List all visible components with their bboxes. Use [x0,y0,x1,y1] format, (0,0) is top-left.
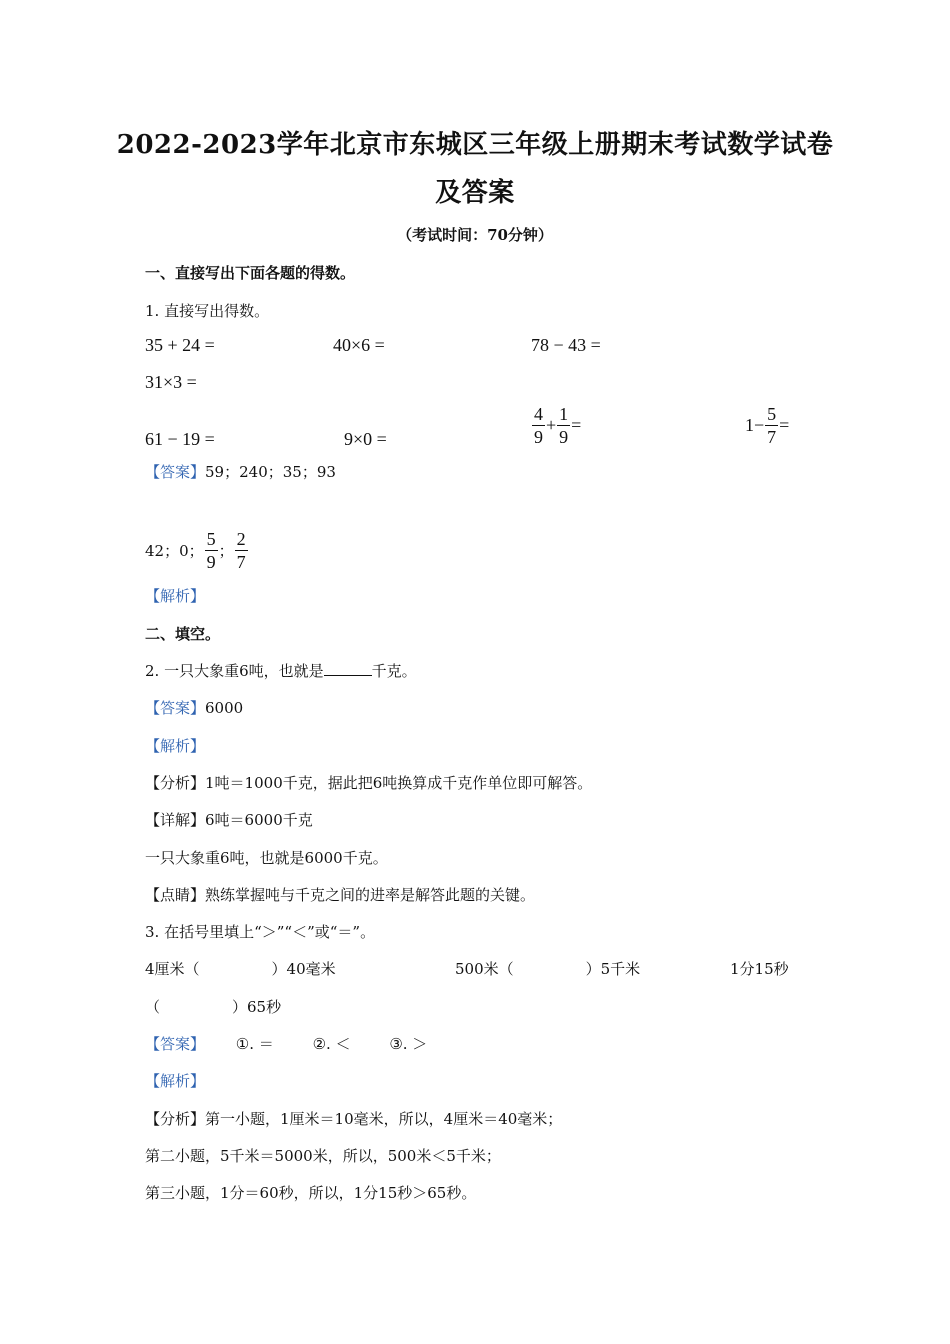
fraction: $\frac{5}{7}$ [767,404,777,447]
q3-compare-3-right: （ ）65秒 [145,998,282,1016]
q2-answer: 【答案】6000 [145,699,244,717]
fraction: $\frac{4}{9}$ [534,404,543,447]
doc-title-line2: 及答案 [435,178,515,208]
q3-stem: 3. 在括号里填上“＞”“＜”或“＝”。 [145,923,376,941]
q1-analysis-tag: 【解析】 [145,587,206,605]
answer-blank [324,661,372,676]
q1-expr-8: 1− $\frac{5}{7}$ = [745,404,790,447]
q3-compare-2: 500米（ ）5千米 [455,960,641,978]
q3-line-3: 第三小题，1分＝60秒，所以，1分15秒＞65秒。 [145,1184,477,1202]
q1-expr-2: 40×6 = [333,335,385,355]
q3-compare-3-left: 1分15秒 [730,960,789,978]
q1-answer: 【答案】59；240；35；93 [145,463,336,481]
q3-line-2: 第二小题，5千米＝5000米，所以，500米＜5千米； [145,1147,501,1165]
q1-expr-7: $\frac{4}{9}$ + $\frac{1}{9}$ = [534,404,582,447]
q3-answer: 【答案】 ①. ＝ ②. ＜ ③. ＞ [145,1035,428,1053]
doc-title-line1: 2022-2023学年北京市东城区三年级上册期末考试数学试卷 [116,130,834,160]
fraction: $\frac{5}{9}$ [206,529,216,572]
fraction: $\frac{1}{9}$ [559,404,569,447]
q2-fenxi: 【分析】1吨＝1000千克，据此把6吨换算成千克作单位即可解答。 [145,774,593,792]
q3-fenxi: 【分析】第一小题，1厘米＝10毫米，所以，4厘米＝40毫米； [145,1110,563,1128]
answer-tag: 【答案】 [145,699,206,717]
answer-tag: 【答案】 [145,1035,206,1053]
q1-expr-3: 78 − 43 = [531,335,601,355]
q3-analysis-tag: 【解析】 [145,1072,206,1090]
q1-expr-4: 31×3 = [145,372,197,392]
q1-expr-1: 35 + 24 = [145,335,215,355]
q3-compare-1: 4厘米（ ）40毫米 [145,960,336,978]
q2-detail-line: 一只大象重6吨，也就是6000千克。 [145,849,388,867]
q1-stem: 1. 直接写出得数。 [145,302,270,320]
fraction: $\frac{2}{7}$ [236,529,246,572]
section1-heading: 一、直接写出下面各题的得数。 [145,264,356,282]
q2-xiangjie: 【详解】6吨＝6000千克 [145,811,313,829]
section2-heading: 二、填空。 [145,625,221,643]
q1-answer-line2: 42；0； $\frac{5}{9}$ ； $\frac{2}{7}$ [145,529,246,572]
exam-time: （考试时间：70分钟） [397,226,553,244]
q2-analysis-tag: 【解析】 [145,737,206,755]
q2-stem: 2. 一只大象重6吨，也就是 千克。 [145,662,417,680]
q2-dianjing: 【点睛】熟练掌握吨与千克之间的进率是解答此题的关键。 [145,886,536,904]
q1-expr-6: 9×0 = [344,429,387,449]
answer-tag: 【答案】 [145,463,206,481]
q1-expr-5: 61 − 19 = [145,429,215,449]
